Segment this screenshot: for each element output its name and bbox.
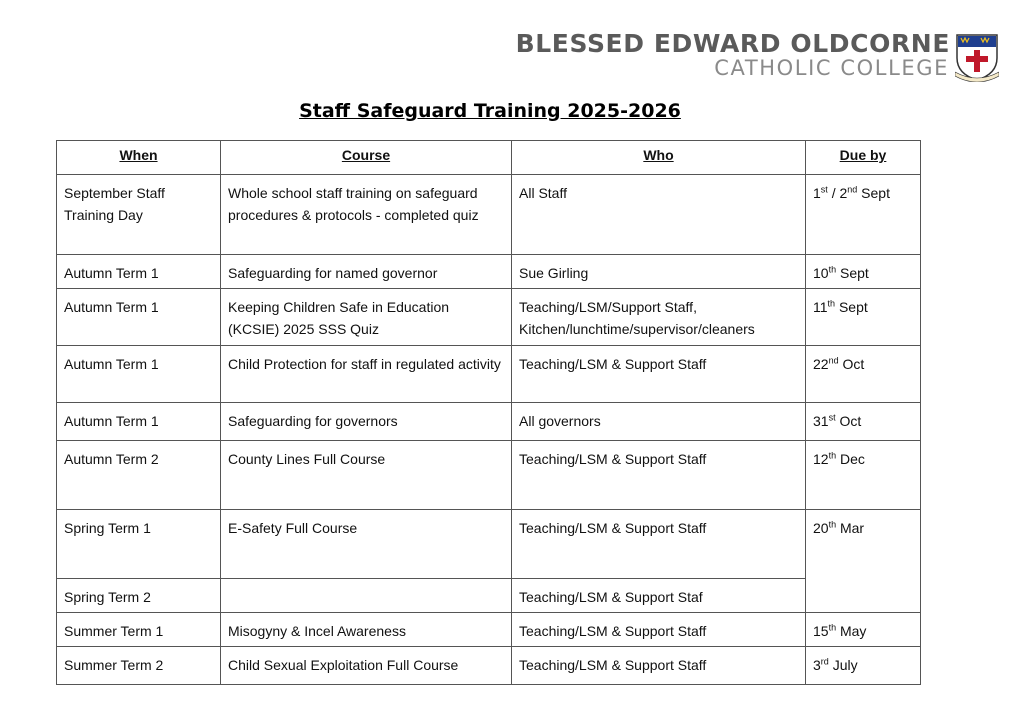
due-month: Oct xyxy=(835,413,862,429)
due-ordinal: th xyxy=(828,450,837,461)
table-row xyxy=(57,579,921,613)
cell-course: Safeguarding for governors xyxy=(221,403,512,441)
due-day: 22 xyxy=(813,356,829,372)
cell-due-by xyxy=(806,441,921,510)
cell-who: All Staff xyxy=(512,175,806,255)
table-row xyxy=(57,175,921,255)
column-header-who: Who xyxy=(512,141,806,175)
due-ordinal: th xyxy=(828,519,837,530)
cell-course: County Lines Full Course xyxy=(221,441,512,510)
cell-who: Teaching/LSM & Support Staf xyxy=(512,579,806,613)
cell-course: Safeguarding for named governor xyxy=(221,255,512,289)
due-separator: / xyxy=(827,185,840,201)
due-day: 10 xyxy=(813,265,829,281)
table-row xyxy=(57,647,921,685)
cell-when: Autumn Term 1 xyxy=(57,346,221,403)
cell-when: Spring Term 1 xyxy=(57,510,221,579)
cell-course: Keeping Children Safe in Education (KCSIE) 2025 SSS Quiz xyxy=(221,289,512,346)
cell-when: Autumn Term 1 xyxy=(57,403,221,441)
column-header-course: Course xyxy=(221,141,512,175)
due-ordinal: th xyxy=(828,622,837,633)
table-row xyxy=(57,403,921,441)
cell-course: E-Safety Full Course xyxy=(221,510,512,579)
table-row xyxy=(57,346,921,403)
due-day: 1 xyxy=(813,185,821,201)
cell-course: Misogyny & Incel Awareness xyxy=(221,613,512,647)
due-month: Sept xyxy=(836,265,869,281)
cell-when: September Staff Training Day xyxy=(57,175,221,255)
due-month: Dec xyxy=(836,451,865,467)
due-ordinal: st xyxy=(820,184,828,195)
column-header-due-by: Due by xyxy=(806,141,921,175)
due-day: 2 xyxy=(839,185,848,201)
table-row xyxy=(57,289,921,346)
cell-due-by xyxy=(806,510,921,613)
cell-due-by xyxy=(806,255,921,289)
cell-course: Child Protection for staff in regulated activity xyxy=(221,346,512,403)
cell-when: Spring Term 2 xyxy=(57,579,221,613)
cell-due-by xyxy=(806,346,921,403)
cell-who: All governors xyxy=(512,403,806,441)
cell-when: Autumn Term 2 xyxy=(57,441,221,510)
due-day: 3 xyxy=(813,657,821,673)
cell-who: Teaching/LSM & Support Staff xyxy=(512,647,806,685)
due-month: July xyxy=(828,657,858,673)
training-schedule-table xyxy=(56,140,921,685)
due-month: Mar xyxy=(836,520,865,536)
school-crest-logo xyxy=(955,32,999,82)
school-name: BLESSED EDWARD OLDCORNE xyxy=(515,29,950,58)
cell-due-by xyxy=(806,175,921,255)
due-ordinal: rd xyxy=(820,656,829,667)
due-ordinal: nd xyxy=(828,355,839,366)
due-day: 12 xyxy=(813,451,829,467)
due-day: 31 xyxy=(813,413,829,429)
cell-due-by xyxy=(806,289,921,346)
cell-who: Sue Girling xyxy=(512,255,806,289)
table-row xyxy=(57,613,921,647)
page-title: Staff Safeguard Training 2025-2026 xyxy=(299,100,681,122)
cell-due-by xyxy=(806,403,921,441)
due-ordinal: nd xyxy=(847,184,858,195)
cell-course: Child Sexual Exploitation Full Course xyxy=(221,647,512,685)
due-ordinal: th xyxy=(827,298,836,309)
due-day: 15 xyxy=(813,623,829,639)
letterhead xyxy=(0,0,1024,90)
due-day: 20 xyxy=(813,520,829,536)
cell-due-by xyxy=(806,647,921,685)
due-month: May xyxy=(836,623,867,639)
cell-when: Autumn Term 1 xyxy=(57,255,221,289)
table-row xyxy=(57,255,921,289)
table-header-row xyxy=(57,141,921,175)
due-month: Sept xyxy=(835,299,868,315)
due-ordinal: th xyxy=(828,264,837,275)
cell-course xyxy=(221,579,512,613)
due-month: Sept xyxy=(857,185,890,201)
cell-who: Teaching/LSM & Support Staff xyxy=(512,346,806,403)
table-row xyxy=(57,441,921,510)
cell-when: Autumn Term 1 xyxy=(57,289,221,346)
cell-who: Teaching/LSM & Support Staff xyxy=(512,510,806,579)
table-row xyxy=(57,510,921,579)
due-month: Oct xyxy=(838,356,865,372)
cell-who: Teaching/LSM/Support Staff, Kitchen/lunchtime/supervisor/cleaners xyxy=(512,289,806,346)
column-header-when: When xyxy=(57,141,221,175)
cell-due-by xyxy=(806,613,921,647)
cell-who: Teaching/LSM & Support Staff xyxy=(512,613,806,647)
school-subtitle: CATHOLIC COLLEGE xyxy=(714,56,949,80)
cell-who: Teaching/LSM & Support Staff xyxy=(512,441,806,510)
cell-when: Summer Term 1 xyxy=(57,613,221,647)
due-ordinal: st xyxy=(828,412,836,423)
due-day: 11 xyxy=(813,299,828,315)
cell-course: Whole school staff training on safeguard procedures & protocols - completed quiz xyxy=(221,175,512,255)
cell-when: Summer Term 2 xyxy=(57,647,221,685)
